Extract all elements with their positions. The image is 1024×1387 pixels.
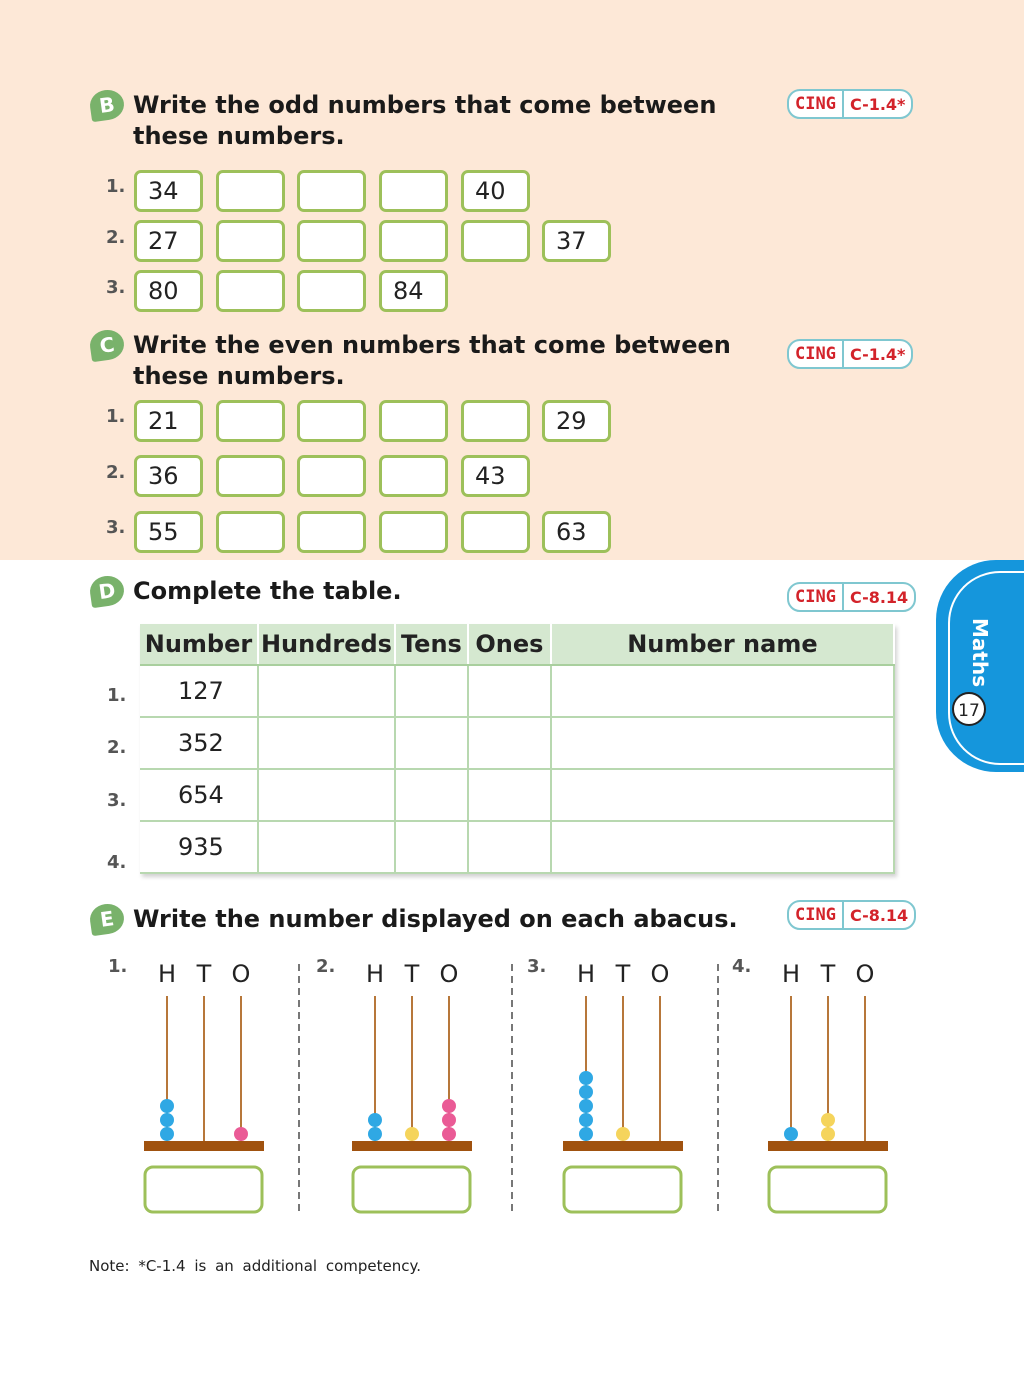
header-ones: Ones bbox=[468, 624, 551, 665]
row-number: 2. bbox=[106, 227, 126, 248]
section-c-title-line2: these numbers. bbox=[133, 362, 345, 390]
answer-box[interactable] bbox=[297, 400, 366, 442]
abacus-bead bbox=[442, 1127, 456, 1141]
answer-box[interactable] bbox=[297, 455, 366, 497]
answer-box[interactable] bbox=[216, 455, 285, 497]
cell-number-name[interactable] bbox=[551, 717, 894, 769]
cell-number: 127 bbox=[140, 665, 258, 717]
rod-label: H bbox=[576, 960, 596, 988]
section-c-badge: C bbox=[88, 328, 126, 362]
abacus-answer-box[interactable] bbox=[564, 1167, 681, 1212]
rod-label: O bbox=[231, 960, 251, 988]
table-row bbox=[140, 665, 894, 717]
answer-box[interactable] bbox=[216, 170, 285, 212]
rod-label: O bbox=[650, 960, 670, 988]
cell-hundreds[interactable] bbox=[258, 665, 395, 717]
section-b-badge: B bbox=[88, 88, 126, 122]
number-box-given: 36 bbox=[134, 455, 203, 497]
rod-label: O bbox=[855, 960, 875, 988]
section-b-title-line2: these numbers. bbox=[133, 122, 345, 150]
rod-label: H bbox=[781, 960, 801, 988]
cell-tens[interactable] bbox=[395, 821, 468, 873]
cell-ones[interactable] bbox=[468, 717, 551, 769]
subject-label: Maths bbox=[968, 618, 992, 688]
number-box-given: 55 bbox=[134, 511, 203, 553]
cell-hundreds[interactable] bbox=[258, 821, 395, 873]
row-number: 4. bbox=[107, 852, 127, 873]
abacus-bead bbox=[442, 1099, 456, 1113]
answer-box[interactable] bbox=[216, 270, 285, 312]
rod-label: T bbox=[196, 960, 212, 988]
cell-ones[interactable] bbox=[468, 769, 551, 821]
section-d-cing-tag bbox=[787, 582, 916, 612]
rod-label: H bbox=[365, 960, 385, 988]
abacus-answer-box[interactable] bbox=[145, 1167, 262, 1212]
abacus-answer-box[interactable] bbox=[353, 1167, 470, 1212]
table-row bbox=[140, 717, 894, 769]
abacus-bead bbox=[579, 1127, 593, 1141]
number-box-given: 37 bbox=[542, 220, 611, 262]
competency-code: C-1.4* bbox=[849, 94, 906, 114]
number-box-given: 63 bbox=[542, 511, 611, 553]
abacus-base bbox=[352, 1141, 472, 1151]
competency-code: C-8.14 bbox=[849, 587, 909, 607]
cell-tens[interactable] bbox=[395, 717, 468, 769]
answer-box[interactable] bbox=[379, 455, 448, 497]
header-number: Number bbox=[140, 624, 258, 665]
number-box-given: 80 bbox=[134, 270, 203, 312]
answer-box[interactable] bbox=[216, 511, 285, 553]
abacus-base bbox=[768, 1141, 888, 1151]
cell-tens[interactable] bbox=[395, 665, 468, 717]
competency-code: C-8.14 bbox=[849, 905, 909, 925]
abacus-bead bbox=[579, 1099, 593, 1113]
header-number-name: Number name bbox=[551, 624, 894, 665]
section-b-title bbox=[133, 90, 716, 152]
abacus-bead bbox=[368, 1127, 382, 1141]
number-box-given: 27 bbox=[134, 220, 203, 262]
cell-number: 654 bbox=[140, 769, 258, 821]
cing-label: CING bbox=[789, 584, 844, 610]
abacus-number: 3. bbox=[527, 956, 547, 977]
cell-tens[interactable] bbox=[395, 769, 468, 821]
cell-number: 352 bbox=[140, 717, 258, 769]
answer-box[interactable] bbox=[379, 511, 448, 553]
cell-hundreds[interactable] bbox=[258, 717, 395, 769]
answer-box[interactable] bbox=[216, 220, 285, 262]
abacus-illustrations bbox=[0, 940, 1024, 1230]
abacus-bead bbox=[579, 1071, 593, 1085]
section-b-title-line1: Write the odd numbers that come between bbox=[133, 91, 717, 119]
abacus-bead bbox=[579, 1113, 593, 1127]
cell-number-name[interactable] bbox=[551, 665, 894, 717]
abacus-bead bbox=[579, 1085, 593, 1099]
abacus-base bbox=[144, 1141, 264, 1151]
answer-box[interactable] bbox=[379, 400, 448, 442]
answer-box[interactable] bbox=[297, 220, 366, 262]
competency-code: C-1.4* bbox=[849, 344, 906, 364]
abacus-bead bbox=[368, 1113, 382, 1127]
section-d-badge: D bbox=[88, 574, 126, 608]
answer-box[interactable] bbox=[379, 220, 448, 262]
abacus-bead bbox=[442, 1113, 456, 1127]
table-header-row bbox=[140, 624, 894, 665]
section-d-title: Complete the table. bbox=[133, 577, 402, 605]
footnote: Note: *C-1.4 is an additional competency. bbox=[89, 1257, 421, 1275]
abacus-bead bbox=[160, 1127, 174, 1141]
section-e-cing-tag bbox=[787, 900, 916, 930]
answer-box[interactable] bbox=[297, 170, 366, 212]
row-number: 2. bbox=[107, 737, 127, 758]
abacus-bead bbox=[784, 1127, 798, 1141]
answer-box[interactable] bbox=[297, 511, 366, 553]
cell-number-name[interactable] bbox=[551, 821, 894, 873]
abacus-number: 4. bbox=[732, 956, 752, 977]
abacus-bead bbox=[821, 1113, 835, 1127]
abacus-number: 2. bbox=[316, 956, 336, 977]
cell-hundreds[interactable] bbox=[258, 769, 395, 821]
rod-label: O bbox=[439, 960, 459, 988]
section-c-title bbox=[133, 330, 731, 392]
header-tens: Tens bbox=[395, 624, 468, 665]
abacus-bead bbox=[821, 1127, 835, 1141]
abacus-bead bbox=[405, 1127, 419, 1141]
abacus-base bbox=[563, 1141, 683, 1151]
abacus-bead bbox=[616, 1127, 630, 1141]
number-box-given: 29 bbox=[542, 400, 611, 442]
section-c-cing-tag bbox=[787, 339, 913, 369]
page-number: 17 bbox=[952, 692, 986, 726]
rod-label: T bbox=[615, 960, 631, 988]
number-box-given: 34 bbox=[134, 170, 203, 212]
cell-ones[interactable] bbox=[468, 821, 551, 873]
row-number: 3. bbox=[106, 517, 126, 538]
cell-number: 935 bbox=[140, 821, 258, 873]
abacus-bead bbox=[160, 1099, 174, 1113]
abacus-number: 1. bbox=[108, 956, 128, 977]
abacus-bead bbox=[160, 1113, 174, 1127]
cell-ones[interactable] bbox=[468, 665, 551, 717]
row-number: 1. bbox=[106, 176, 126, 197]
section-e-badge: E bbox=[88, 902, 126, 936]
row-number: 3. bbox=[107, 790, 127, 811]
rod-label: T bbox=[820, 960, 836, 988]
cing-label: CING bbox=[789, 341, 844, 367]
table-row bbox=[140, 821, 894, 873]
number-box-given: 21 bbox=[134, 400, 203, 442]
cell-number-name[interactable] bbox=[551, 769, 894, 821]
abacus-bead bbox=[234, 1127, 248, 1141]
header-hundreds: Hundreds bbox=[258, 624, 395, 665]
answer-box[interactable] bbox=[461, 511, 530, 553]
rod-label: H bbox=[157, 960, 177, 988]
cing-label: CING bbox=[789, 902, 844, 928]
rod-label: T bbox=[404, 960, 420, 988]
answer-box[interactable] bbox=[461, 400, 530, 442]
answer-box[interactable] bbox=[216, 400, 285, 442]
section-c-title-line1: Write the even numbers that come between bbox=[133, 331, 731, 359]
row-number: 3. bbox=[106, 277, 126, 298]
table-row bbox=[140, 769, 894, 821]
abacus-answer-box[interactable] bbox=[769, 1167, 886, 1212]
place-value-table bbox=[140, 624, 895, 874]
number-box-given: 84 bbox=[379, 270, 448, 312]
section-b-cing-tag bbox=[787, 89, 913, 119]
row-number: 2. bbox=[106, 462, 126, 483]
answer-box[interactable] bbox=[461, 220, 530, 262]
cing-label: CING bbox=[789, 91, 844, 117]
number-box-given: 40 bbox=[461, 170, 530, 212]
row-number: 1. bbox=[107, 685, 127, 706]
answer-box[interactable] bbox=[379, 170, 448, 212]
section-e-title: Write the number displayed on each abacus. bbox=[133, 905, 738, 933]
number-box-given: 43 bbox=[461, 455, 530, 497]
answer-box[interactable] bbox=[297, 270, 366, 312]
row-number: 1. bbox=[106, 406, 126, 427]
